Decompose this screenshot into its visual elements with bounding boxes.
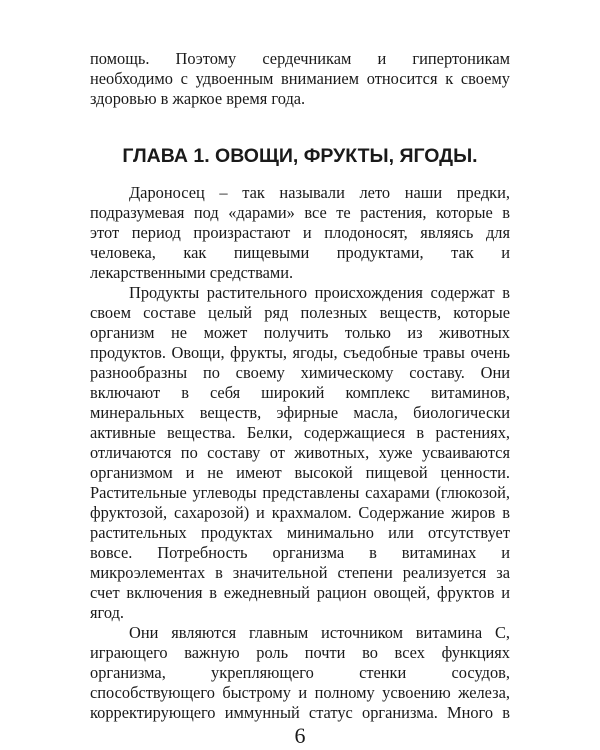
intro-line-1: помощь. Поэтому сердечникам и гипертоникам (90, 49, 510, 68)
p2-line-6: включают в себя широкий комплекс витаминов, (90, 383, 510, 402)
p1-line-2: подразумевая под «дарами» все те растения, которые в (90, 203, 510, 222)
p1-line-4: человека, как пищевыми продуктами, так и (90, 243, 510, 262)
p2-line-15: микроэлементах в значительной степени реализуется за (90, 563, 510, 582)
p3-line-5: корректирующего иммунный статус организма. Много в (90, 703, 510, 722)
p2-line-10: организмом и не имеют высокой пищевой ценности. (90, 463, 510, 482)
p2-line-1: Продукты растительного происхождения содержат в (129, 283, 510, 302)
p2-line-4: продуктов. Овощи, фрукты, ягоды, съедобные травы очень (90, 343, 510, 362)
p3-line-4: способствующего быстрому и полному усвоению железа, (90, 683, 510, 702)
p2-line-16: счет включения в ежедневный рацион овощей, фруктов и (90, 583, 510, 602)
p2-line-7: минеральных веществ, эфирные масла, биологически (90, 403, 510, 422)
p1-line-5: лекарственными средствами. (90, 263, 294, 282)
p2-line-14: вовсе. Потребность организма в витаминах и (90, 543, 510, 562)
p2-line-12: фруктозой, сахарозой) и крахмалом. Содержание жиров в (90, 503, 510, 522)
intro-line-2: необходимо с удвоенным вниманием относится к своему (90, 69, 510, 88)
p2-line-13: растительных продуктах минимально или отсутствует (90, 523, 510, 542)
p3-line-1: Они являются главным источником витамина С, (129, 623, 510, 642)
p2-line-17: ягод. (90, 603, 125, 622)
p1-line-1: Дароносец – так называли лето наши предки, (129, 183, 510, 202)
intro-line-3: здоровью в жаркое время года. (90, 89, 306, 108)
p2-line-3: организм не может получить только из животных (90, 323, 510, 342)
p2-line-9: отличаются по составу от животных, хуже усваиваются (90, 443, 510, 462)
p3-line-2: играющего важную роль почти во всех функциях (90, 643, 510, 662)
p1-line-3: этот период произрастают и плодоносят, являясь для (90, 223, 510, 242)
p2-line-5: разнообразны по своему химическому составу. Они (90, 363, 510, 382)
p2-line-2: своем составе целый ряд полезных веществ, которые (90, 303, 510, 322)
page-number: 6 (294, 723, 306, 748)
p3-line-3: организма, укрепляющего стенки сосудов, (90, 663, 510, 682)
p2-line-11: Растительные углеводы представлены сахарами (глюкозой, (90, 483, 510, 502)
p2-line-8: активные вещества. Белки, содержащиеся в растениях, (90, 423, 510, 442)
chapter-title: ГЛАВА 1. ОВОЩИ, ФРУКТЫ, ЯГОДЫ. (122, 145, 478, 167)
